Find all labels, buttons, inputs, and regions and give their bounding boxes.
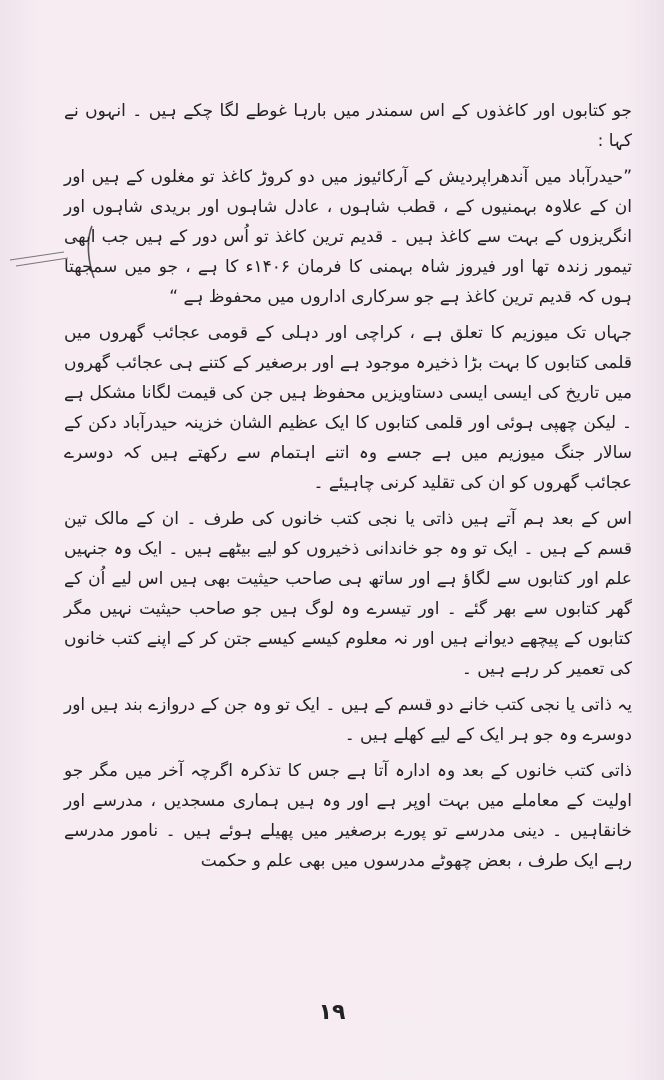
page-number: ۱۹ [318, 1000, 346, 1025]
paragraph-quote: ”حیدرآباد میں آندھراپردیش کے آرکائیوز میں دو کروڑ کاغذ تو مغلوں کے ہیں اور ان کے علاوہ بہمنیوں کے ، قطب شاہوں ، عادل شاہوں اور بریدی شاہوں اور انگریزوں کے بہت سے کاغذ ہیں ۔ قدیم ترین کاغذ تو اُس دور کے ہیں جب ابھی تیمور زندہ تھا اور فیروز شاہ بہمنی کا فرمان ۱۴۰۶ء کا ہے ، جو میں سمجھتا ہوں کہ قدیم ترین کاغذ ہے جو سرکاری اداروں میں محفوظ ہے “ [64, 167, 633, 307]
paragraph-mosques-madrasas: ذاتی کتب خانوں کے بعد وہ ادارہ آتا ہے جس کا تذکرہ اگرچہ آخر میں مگر جو اولیت کے معاملے میں بہت اوپر ہے اور وہ ہیں ہماری مسجدیں ، مدرسے اور خانقاہیں ۔ دینی مدرسے تو پورے برصغیر میں پھیلے ہوئے ہیں ۔ نامور مدرسے رہے ایک طرف ، بعض چھوٹے مدرسوں میں بھی علم و حکمت [64, 761, 632, 871]
paragraph-library-types: یہ ذاتی یا نجی کتب خانے دو قسم کے ہیں ۔ ایک تو وہ جن کے دروازے بند ہیں اور دوسرے وہ جو ہر ایک کے لیے کھلے ہیں ۔ [64, 695, 632, 745]
paragraph-intro: جو کتابوں اور کاغذوں کے اس سمندر میں بارہا غوطے لگا چکے ہیں ۔ انہوں نے کہا : [64, 101, 632, 151]
paragraph-private-libraries: اس کے بعد ہم آتے ہیں ذاتی یا نجی کتب خانوں کی طرف ۔ ان کے مالک تین قسم کے ہیں ۔ ایک تو وہ جو خاندانی ذخیروں کو لیے بیٹھے ہیں ۔ ایک وہ جنہیں علم اور کتابوں سے لگاؤ ہے اور ساتھ ہی صاحب حیثیت بھی ہیں اس لیے اُن کے گھر کتابوں سے بھر گئے ۔ اور تیسرے وہ لوگ ہیں جو صاحب حیثیت نہیں مگر کتابوں کے پیچھے دیوانے ہیں اور نہ معلوم کیسے کیسے جتن کر کے اپنے کتب خانوں کی تعمیر کر رہے ہیں ۔ [64, 509, 632, 679]
paragraph-museums: جہاں تک میوزیم کا تعلق ہے ، کراچی اور دہلی کے قومی عجائب گھروں میں قلمی کتابوں کا بہت بڑا ذخیرہ موجود ہے اور برصغیر کے کتنے ہی عجائب گھروں میں تاریخ کی ایسی ایسی دستاویزیں محفوظ ہیں جن کی قیمت لگانا مشکل ہے ۔ لیکن چھپی ہوئی اور قلمی کتابوں کا ایک عظیم الشان خزینہ حیدرآباد دکن کے سالار جنگ میوزیم میں ہے جسے وہ اتنے اہتمام سے رکھتے ہیں کہ دوسرے عجائب گھروں کو ان کی تقلید کرنی چاہیئے ۔ [64, 323, 632, 493]
body-text [64, 96, 632, 882]
